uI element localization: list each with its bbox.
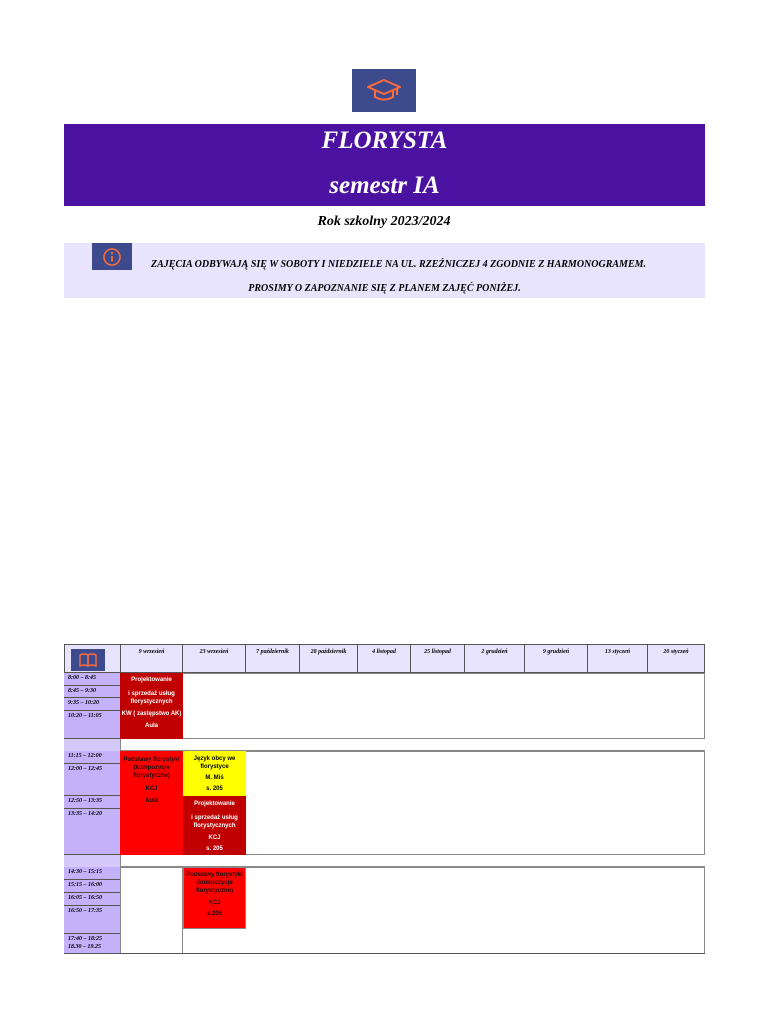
date-header: 20 styczeń — [647, 644, 705, 673]
grid-cell — [587, 867, 648, 954]
class-room: s. 205 — [206, 846, 223, 853]
class-room: s. 205 — [206, 786, 223, 793]
page-title: FLORYSTA — [321, 127, 448, 154]
grid-cell — [299, 867, 358, 954]
time-slot: 9:35 – 10:20 — [64, 698, 120, 711]
grid-cell — [357, 673, 411, 739]
grid-cell — [299, 751, 358, 855]
grid-cell — [524, 751, 588, 855]
class-block — [183, 796, 246, 855]
class-title: Język obcy we florystyce — [193, 756, 236, 770]
time-slot: 12:50 – 13:35 — [64, 796, 120, 809]
class-title-cont: i sprzedaż usług florystycznych — [191, 814, 238, 829]
time-slot: 17:40 – 18:25 — [64, 934, 120, 946]
class-teacher: KCJ — [208, 835, 221, 842]
grid-cell — [410, 673, 465, 739]
date-header: 13 styczeń — [587, 644, 648, 673]
graduation-cap-icon — [367, 78, 401, 104]
break-row — [64, 855, 120, 867]
table-bottom-line — [120, 953, 705, 954]
class-title-cont: i sprzedaż usług florystycznych — [128, 690, 175, 705]
grid-cell — [464, 867, 525, 954]
grid-cell — [299, 673, 358, 739]
page-subtitle: semestr IA — [329, 172, 440, 199]
class-teacher: KCJ — [145, 786, 158, 793]
grid-cell — [524, 673, 588, 739]
title-banner — [64, 124, 705, 206]
grid-cell — [245, 673, 300, 739]
header-icon-cell — [64, 644, 121, 673]
date-header: 7 październik — [245, 644, 300, 673]
class-title: Projektowanie — [131, 677, 172, 683]
grid-cell — [357, 751, 411, 855]
class-room: s.205 — [206, 911, 222, 918]
grid-cell — [245, 867, 300, 954]
grid-cell — [410, 867, 465, 954]
grid-cell — [647, 867, 705, 954]
schedule-table — [64, 644, 705, 954]
date-header: 9 wrzesień — [120, 644, 183, 673]
break-row-fill — [120, 739, 705, 751]
class-block — [120, 673, 183, 739]
time-slot: 12:00 – 12:45 — [64, 764, 120, 796]
time-slot: 14:30 – 15:15 — [64, 867, 120, 880]
logo-box — [352, 69, 416, 112]
grid-cell — [647, 751, 705, 855]
class-teacher: KW ( zastępstwo AK) — [121, 711, 182, 718]
time-slot: 16:05 – 16:50 — [64, 893, 120, 906]
time-slot: 11:15 – 12:00 — [64, 751, 120, 764]
class-block — [120, 751, 183, 855]
class-block — [183, 867, 246, 929]
info-text-line1: ZAJĘCIA ODBYWAJĄ SIĘ W SOBOTY I NIEDZIELE NA UL. RZEŹNICZEJ 4 ZGODNIE Z HARMONOGRAMEM. — [151, 259, 646, 270]
date-header: 28 październik — [299, 644, 358, 673]
time-slot: 8:45 – 9:30 — [64, 686, 120, 698]
date-header: 23 wrzesień — [182, 644, 246, 673]
class-title: Projektowanie — [194, 801, 235, 807]
class-teacher: M. Miś — [205, 774, 224, 781]
class-title: Podstawy florystyki (kompozycje florystyczne) — [186, 872, 243, 894]
info-text-line2: PROSIMY O ZAPOZNANIE SIĘ Z PLANEM ZAJĘĆ PONIŻEJ. — [248, 283, 521, 294]
grid-cell — [524, 867, 588, 954]
info-box — [64, 243, 705, 298]
grid-cell — [464, 751, 525, 855]
school-year: Rok szkolny 2023/2024 — [317, 214, 451, 229]
date-header: 25 listopad — [410, 644, 465, 673]
class-room: Aula — [144, 723, 158, 730]
date-header: 4 listopad — [357, 644, 411, 673]
grid-cell — [183, 673, 246, 739]
grid-cell — [464, 673, 525, 739]
time-slot: 10:20 – 11:05 — [64, 711, 120, 739]
time-slot: 8:00 – 8:45 — [64, 673, 120, 686]
time-slot: 15:15 – 16:00 — [64, 880, 120, 893]
date-header: 9 grudzień — [524, 644, 588, 673]
grid-cell — [245, 751, 300, 855]
grid-cell — [120, 867, 183, 954]
grid-cell — [587, 673, 648, 739]
class-title: Podstawy florystyki (kompozycje florystyczne) — [123, 757, 180, 779]
time-slot: 18.30 – 19.25 — [64, 942, 120, 954]
grid-cell — [357, 867, 411, 954]
class-room: Aula — [144, 798, 158, 805]
grid-cell — [647, 673, 705, 739]
break-row — [64, 739, 120, 751]
book-icon-box — [71, 649, 105, 671]
class-teacher: KCJ — [208, 900, 221, 907]
class-block — [183, 751, 246, 796]
time-slot: 13:35 – 14:20 — [64, 809, 120, 855]
grid-cell — [587, 751, 648, 855]
grid-cell — [410, 751, 465, 855]
time-slot: 16:50 – 17:35 — [64, 906, 120, 934]
date-header: 2 grudzień — [464, 644, 525, 673]
break-row-fill — [120, 855, 705, 867]
book-icon — [79, 653, 97, 667]
